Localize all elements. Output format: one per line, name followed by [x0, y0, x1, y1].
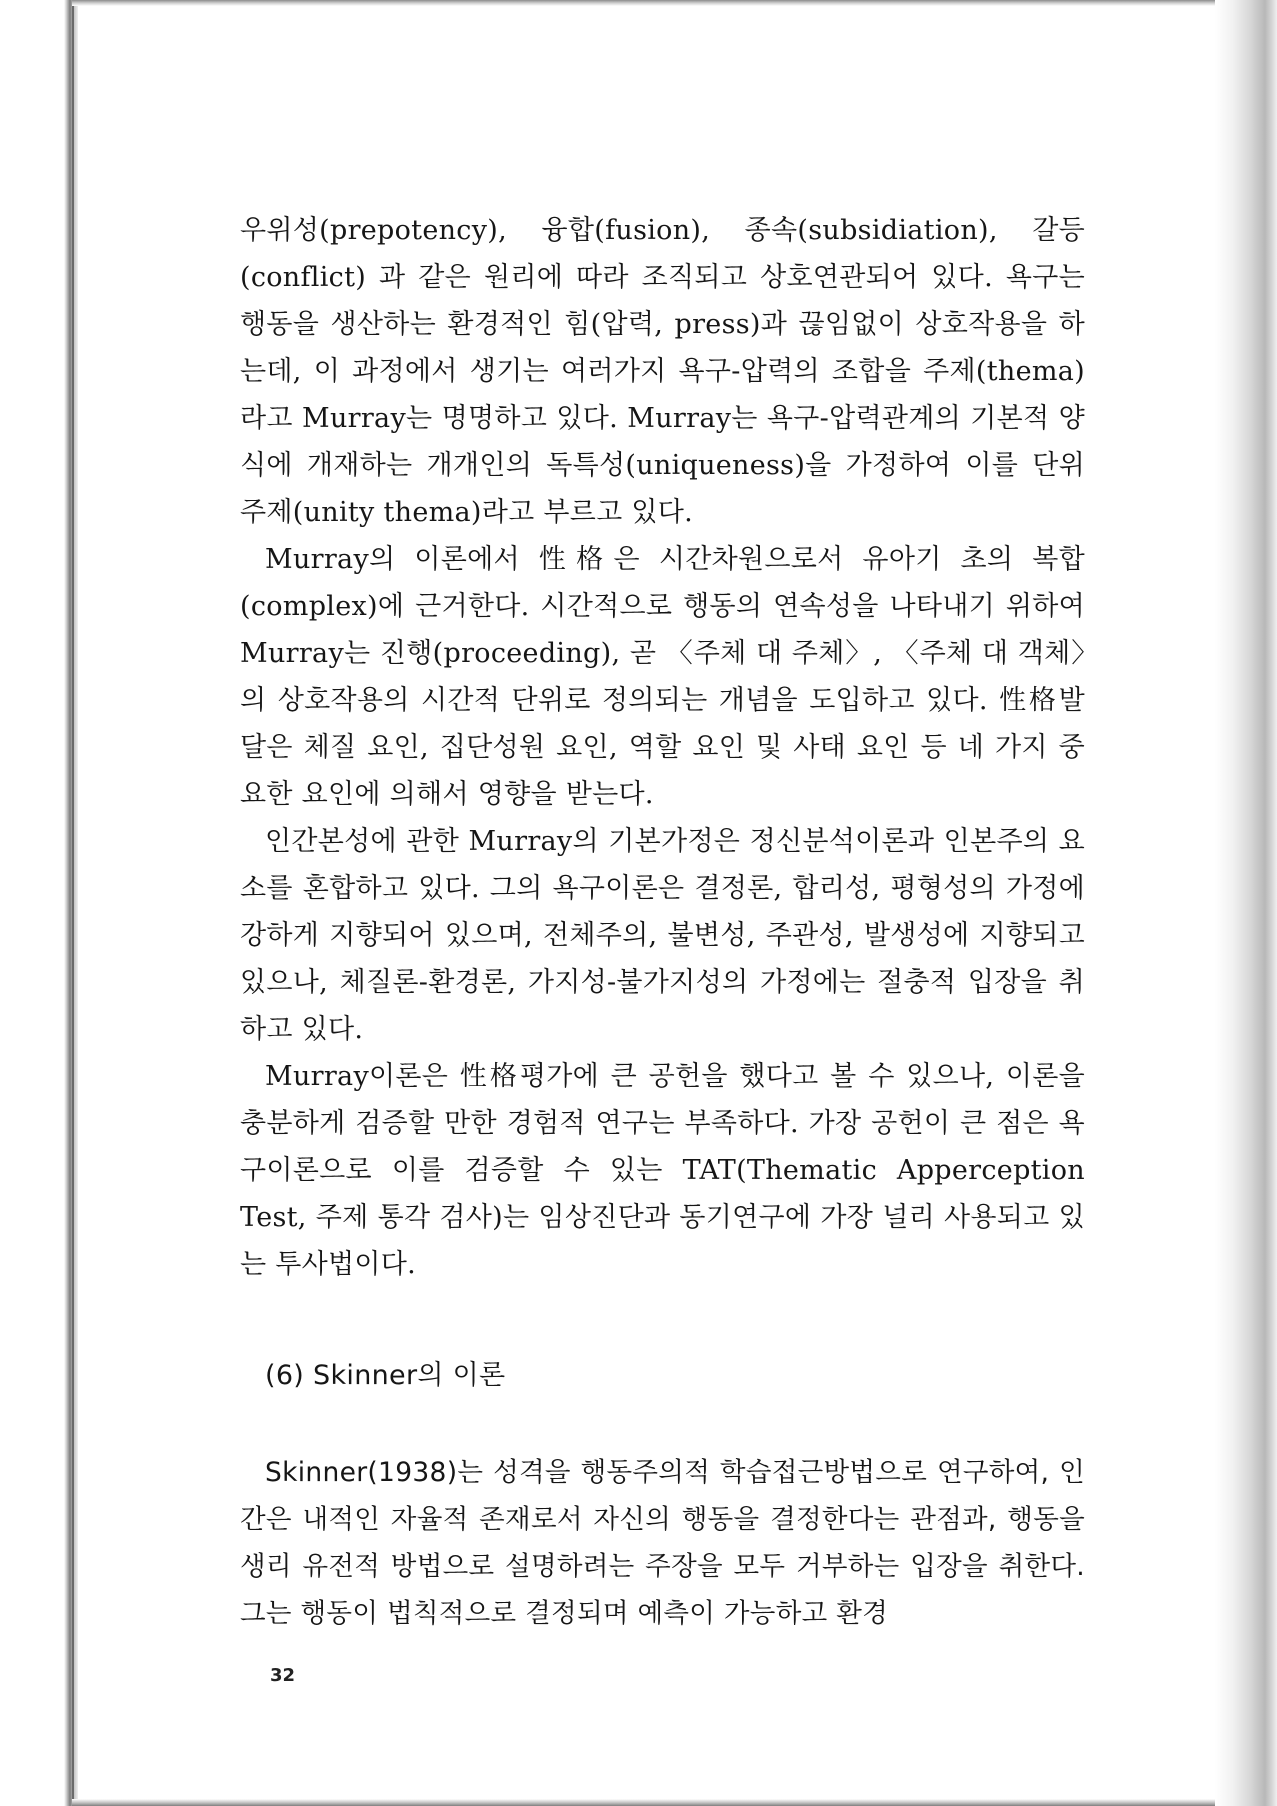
section-heading-skinner: (6) Skinner의 이론 — [265, 1360, 506, 1391]
page-left-border — [72, 0, 74, 1806]
paragraph-murray-evaluation: Murray이론은 性格평가에 큰 공헌을 했다고 볼 수 있으나, 이론을 충분하게 검증할 만한 경험적 연구는 부족하다. 가장 공헌이 큰 점은 욕구이론으로 이를 검증할 수 있는 TAT(Thematic Apperception Test, 주제 통각 검사)는 임상진단과 동기연구에 가장 널리 사용되고 있는 투사법이다. — [240, 1061, 1085, 1280]
paragraph-unity-thema: 우위성(prepotency), 융합(fusion), 종속(subsidiation), 갈등(conflict) 과 같은 원리에 따라 조직되고 상호연관되어 있다. 욕구는 행동을 생산하는 환경적인 힘(압력, press)과 끊임없이 상호작용을 하는데, 이 과정에서 생기는 여러가지 욕구-압력의 조합을 주제(thema)라고 Murray는 명명하고 있다. Murray는 욕구-압력관계의 기본적 양식에 개재하는 개개인의 독특성(uniqueness)을 가정하여 이를 단위 주제(unity thema)라고 부르고 있다. — [240, 215, 1085, 528]
page-top-edge — [72, 0, 1277, 6]
paragraph-murray-time-dimension: Murray의 이론에서 性格은 시간차원으로서 유아기 초의 복합(complex)에 근거한다. 시간적으로 행동의 연속성을 나타내기 위하여 Murray는 진행(proceeding), 곧 〈주체 대 주체〉, 〈주체 대 객체〉의 상호작용의 시간적 단위로 정의되는 개념을 도입하고 있다. 性格발달은 체질 요인, 집단성원 요인, 역할 요인 및 사태 요인 등 네 가지 중요한 요인에 의해서 영향을 받는다. — [240, 544, 1085, 810]
page-right-shadow — [1215, 0, 1277, 1806]
page-bottom-edge — [72, 1799, 1277, 1806]
page-number: 32 — [270, 1665, 296, 1686]
page-body — [240, 207, 1085, 1637]
book-binding-edge — [0, 0, 78, 1806]
paragraph-skinner-intro: Skinner(1938)는 성격을 행동주의적 학습접근방법으로 연구하여, 인간은 내적인 자율적 존재로서 자신의 행동을 결정한다는 관점과, 행동을 생리 유전적 방법으로 설명하려는 주장을 모두 거부하는 입장을 취한다. 그는 행동이 법칙적으로 결정되며 예측이 가능하고 환경 — [240, 1457, 1085, 1629]
paragraph-murray-assumptions: 인간본성에 관한 Murray의 기본가정은 정신분석이론과 인본주의 요소를 혼합하고 있다. 그의 욕구이론은 결정론, 합리성, 평형성의 가정에 강하게 지향되어 있으며, 전체주의, 불변성, 주관성, 발생성에 지향되고 있으나, 체질론-환경론, 가지성-불가지성의 가정에는 절충적 입장을 취하고 있다. — [240, 826, 1085, 1045]
